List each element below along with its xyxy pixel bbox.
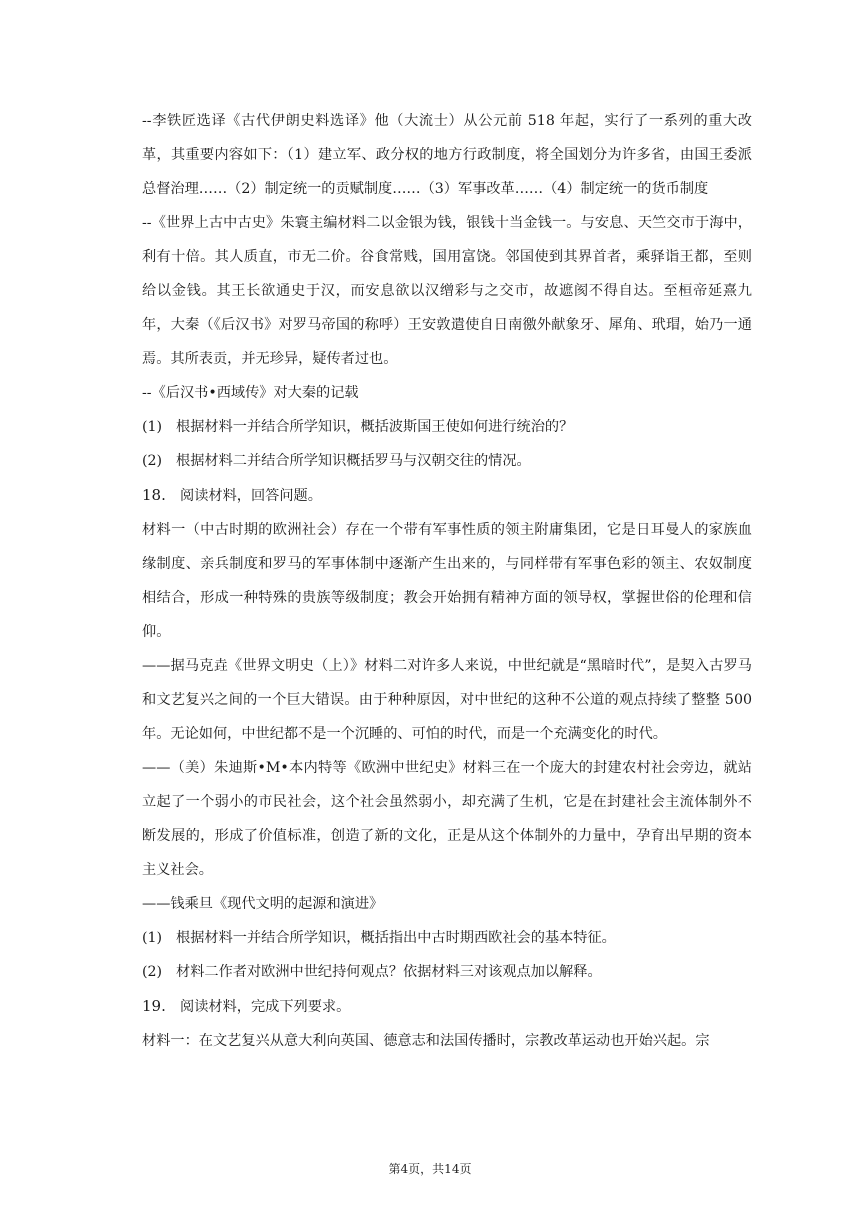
sub-question-number: (1) — [142, 930, 163, 946]
source-citation: --《后汉书•西域传》对大秦的记载 — [142, 385, 359, 401]
page-footer: 第4页，共14页 — [388, 1162, 472, 1176]
sub-question-text: 根据材料一并结合所学知识，概括波斯国王使如何进行统治的？ — [176, 419, 574, 435]
sub-question — [142, 410, 752, 444]
source-citation: ——钱乘旦《现代文明的起源和演进》 — [142, 896, 384, 912]
material-paragraph: ——（美）朱迪斯•M•本内特等《欧洲中世纪史》材料三在一个庞大的封建农村社会旁边，就站立起了一个弱小的市民社会，这个社会虽然弱小，却充满了生机，它是在封建社会主流体制外不断发展的，形成了价值标准，创造了新的文化，正是从这个体制外的力量中，孕育出早期的资本主义社会。 — [142, 760, 752, 878]
question-heading — [142, 989, 752, 1024]
material-paragraph: 材料一（中古时期的欧洲社会）存在一个带有军事性质的领主附庸集团，它是日耳曼人的家族血缘制度、亲兵制度和罗马的军事体制中逐渐产生出来的，与同样带有军事色彩的领主、农奴制度相结合，形成一种特殊的贵族等级制度；教会开始拥有精神方面的领导权，掌握世俗的伦理和信仰。 — [142, 522, 752, 640]
question-prompt: 阅读材料，回答问题。 — [180, 488, 322, 504]
sub-question-text: 根据材料二并结合所学知识概括罗马与汉朝交往的情况。 — [176, 453, 531, 469]
sub-question-number: (2) — [142, 964, 163, 980]
source-citation-paragraph: --李铁匠选译《古代伊朗史料选译》他（大流士）从公元前 518 年起，实行了一系列的重大改革，其重要内容如下：（1）建立军、政分权的地方行政制度，将全国划分为许多省，由国王委派总督治理……（2）制定统一的贡赋制度……（3）军事改革……（4）制定统一的货币制度 — [142, 113, 752, 197]
page-content — [142, 104, 752, 1058]
sub-question — [142, 921, 752, 955]
question-prompt: 阅读材料，完成下列要求。 — [180, 999, 351, 1015]
question-heading — [142, 478, 752, 513]
sub-question — [142, 955, 752, 989]
sub-question-text: 根据材料一并结合所学知识，概括指出中古时期西欧社会的基本特征。 — [176, 930, 616, 946]
material-paragraph: 材料一：在文艺复兴从意大利向英国、德意志和法国传播时，宗教改革运动也开始兴起。宗 — [142, 1033, 710, 1049]
material-paragraph: --《世界上古中古史》朱寰主编材料二以金银为钱，银钱十当金钱一。与安息、天竺交市于海中，利有十倍。其人质直，市无二价。谷食常贱，国用富饶。邻国使到其界首者，乘驿诣王都，至则给以金钱。其王长欲通史于汉，而安息欲以汉缯彩与之交市，故遮阂不得自达。至桓帝延熹九年，大秦（《后汉书》对罗马帝国的称呼）王安敦遣使自日南徼外献象牙、犀角、玳瑁，始乃一通焉。其所表贡，并无珍异，疑传者过也。 — [142, 215, 752, 367]
question-number: 18. — [142, 486, 166, 504]
sub-question — [142, 444, 752, 478]
question-number: 19. — [142, 997, 166, 1015]
sub-question-number: (1) — [142, 419, 163, 435]
sub-question-number: (2) — [142, 453, 163, 469]
sub-question-text: 材料二作者对欧洲中世纪持何观点？依据材料三对该观点加以解释。 — [176, 964, 602, 980]
material-paragraph: ——据马克垚《世界文明史（上）》材料二对许多人来说，中世纪就是“黑暗时代”，是契入古罗马和文艺复兴之间的一个巨大错误。由于种种原因，对中世纪的这种不公道的观点持续了整整 500 年。无论如何，中世纪都不是一个沉睡的、可怕的时代，而是一个充满变化的时代。 — [142, 658, 752, 742]
